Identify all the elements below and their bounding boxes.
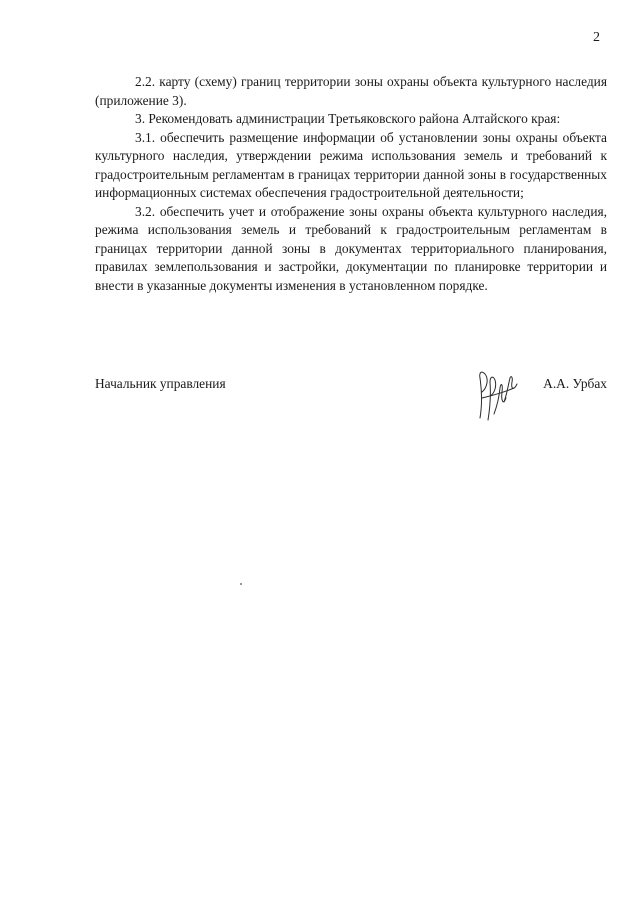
paragraph-2-2: 2.2. карту (схему) границ территории зоны охраны объекта культурного наследия (приложение 3). [95,74,607,108]
signatory-name: А.А. Урбах [543,376,607,391]
document-body [95,73,607,295]
page-number: 2 [593,30,600,45]
handwritten-signature-icon [470,368,522,424]
paragraph-3-1: 3.1. обеспечить размещение информации об установлении зоны охраны объекта культурного наследия, утверждении режима использования земель и требований к градостроительным регламентам в границах территории данной зоны в государственных информационных системах обеспечения градостроительной деятельности; [95,129,607,200]
signature-block [95,368,607,424]
paragraph-3: 3. Рекомендовать администрации Третьяковского района Алтайского края: [135,111,561,126]
scan-speck [240,583,242,585]
signatory-position: Начальник управления [95,376,226,391]
paragraph-3-2: 3.2. обеспечить учет и отображение зоны охраны объекта культурного наследия, режима использования земель и требований к градостроительным регламентам в границах территории данной зоны в документах территориального планирования, правилах землепользования и застройки, документации по планировке территории и внести в указанные документы изменения в установленном порядке. [95,203,607,293]
